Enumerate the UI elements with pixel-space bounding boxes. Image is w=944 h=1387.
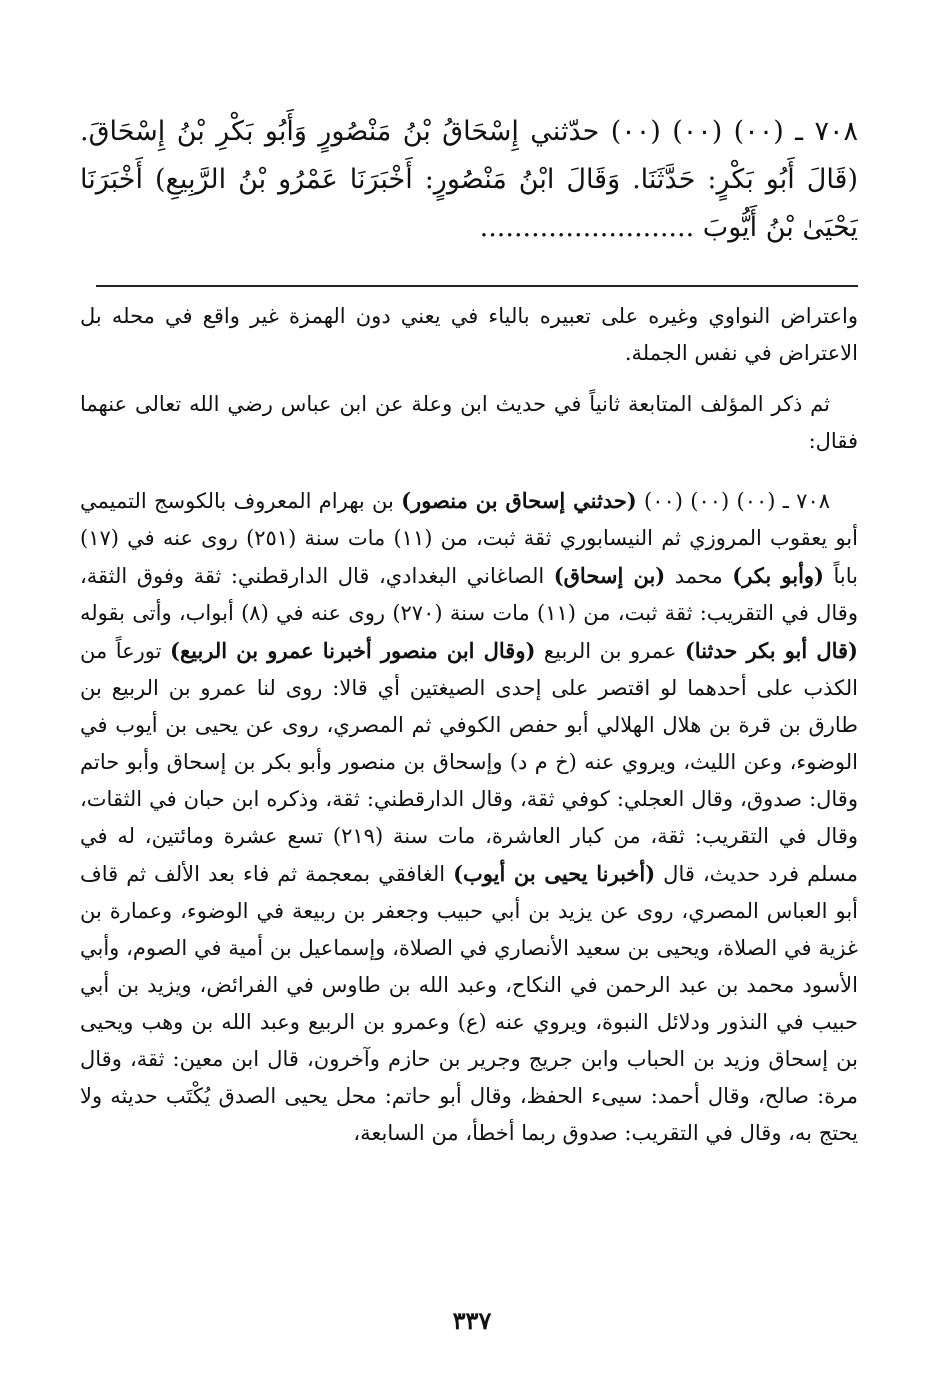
text-run: عمرو بن الربيع bbox=[535, 639, 685, 663]
commentary-paragraph-2: ثم ذكر المؤلف المتابعة ثانياً في حديث ابن وعلة عن ابن عباس رضي الله تعالى عنهما فقال: bbox=[80, 392, 858, 453]
commentary-paragraph-1: واعتراض النواوي وغيره على تعبيره بالياء في يعني دون الهمزة غير واقع في محله بل الاعتراض في نفس الجملة. bbox=[80, 304, 858, 365]
quoted-chain: (وأبو بكر) bbox=[732, 563, 824, 588]
text-run: الغافقي بمعجمة ثم فاء بعد الألف ثم قاف أبو العباس المصري، روى عن يزيد بن أبي حبيب وجعفر بن ربيعة في الوضوء، وعمارة بن غزية في الصلاة، ويحيى بن سعيد الأنصاري في الصلاة، وإسماعيل بن أمية في الصوم، وأبي الأسود محمد بن عبد الرحمن في النكاح، وعبد الله بن طاوس في الفرائض، ويزيد بن أبي حبيب في النذور ودلائل النبوة، ويروي عنه (ع) وعمرو بن الربيع وعبد الله بن وهب ويحيى بن إسحاق وزيد بن الحباب وابن جريج وجرير بن حازم وآخرون، قال ابن معين: ثقة، وقال مرة: صالح، وقال أحمد: سيىء الحفظ، وقال أبو حاتم: محل يحيى الصدق يُكْتَب حديثه ولا يحتج به، وقال في التقريب: صدوق ربما أخطأ، من السابعة، bbox=[80, 862, 858, 1145]
quoted-chain: (أخبرنا يحيى بن أيوب) bbox=[453, 861, 656, 886]
text-run: محمد bbox=[665, 564, 733, 588]
hadith-text bbox=[80, 108, 858, 246]
quoted-chain: (بن إسحاق) bbox=[553, 563, 666, 588]
hadith-ellipsis: ......................... bbox=[479, 212, 695, 243]
quoted-chain: (حدثني إسحاق بن منصور) bbox=[401, 488, 637, 513]
text-run: تورعاً من الكذب على أحدهما لو اقتصر على إحدى الصيغتين أي قالا: روى لنا عمرو بن الربيع بن طارق بن قرة بن هلال الهلالي أبو حفص الكوفي ثم المصري، روى عن يحيى بن أيوب في الوضوء، وعن الليث، ويروي عنه (خ م د) وإسحاق بن منصور وأبو بكر بن إسحاق وأبو حاتم وقال: صدوق، وقال العجلي: كوفي ثقة، وقال الدارقطني: ثقة، وذكره ابن حبان في الثقات، وقال في التقريب: ثقة، من كبار العاشرة، مات سنة (٢١٩) تسع عشرة ومائتين، له في مسلم فرد حديث، قال bbox=[80, 639, 858, 886]
text-run: الصاغاني البغدادي، قال الدارقطني: ثقة وفوق الثقة، وقال في التقريب: ثقة ثبت، من (١١) مات سنة (٢٧٠) روى عنه في (٨) أبواب، وأتى بقوله bbox=[80, 564, 858, 625]
hadith-matn: ٧٠٨ ـ (٠٠) (٠٠) (٠٠) حدّثني إِسْحَاقُ بْنُ مَنْصُورٍ وَأَبُو بَكْرِ بْنُ إِسْحَاقَ. (قَالَ أَبُو بَكْرٍ: حَدَّثَنَا. وَقَالَ ابْنُ مَنْصُورٍ: أَخْبَرَنَا عَمْرُو بْنُ الرَّبِيعِ) أَخْبَرَنَا يَحْيَىٰ بْنُ أَيُّوبَ bbox=[80, 116, 858, 243]
text-run: بن بهرام المعروف بالكوسج التميمي أبو يعقوب المروزي ثم النيسابوري ثقة ثبت، من (١١) مات سنة (٢٥١) روى عنه في (١٧) باباً bbox=[80, 489, 859, 588]
commentary-paragraph-3 bbox=[80, 482, 858, 1152]
page-number: ٣٣٧ bbox=[452, 1306, 492, 1335]
quoted-chain: (وقال ابن منصور أخبرنا عمرو بن الربيع) bbox=[170, 638, 536, 663]
quoted-chain: (قال أبو بكر حدثنا) bbox=[684, 638, 858, 663]
commentary bbox=[80, 298, 858, 1166]
text-run: ٧٠٨ ـ (٠٠) (٠٠) (٠٠) bbox=[636, 489, 831, 513]
section-divider bbox=[96, 285, 858, 287]
